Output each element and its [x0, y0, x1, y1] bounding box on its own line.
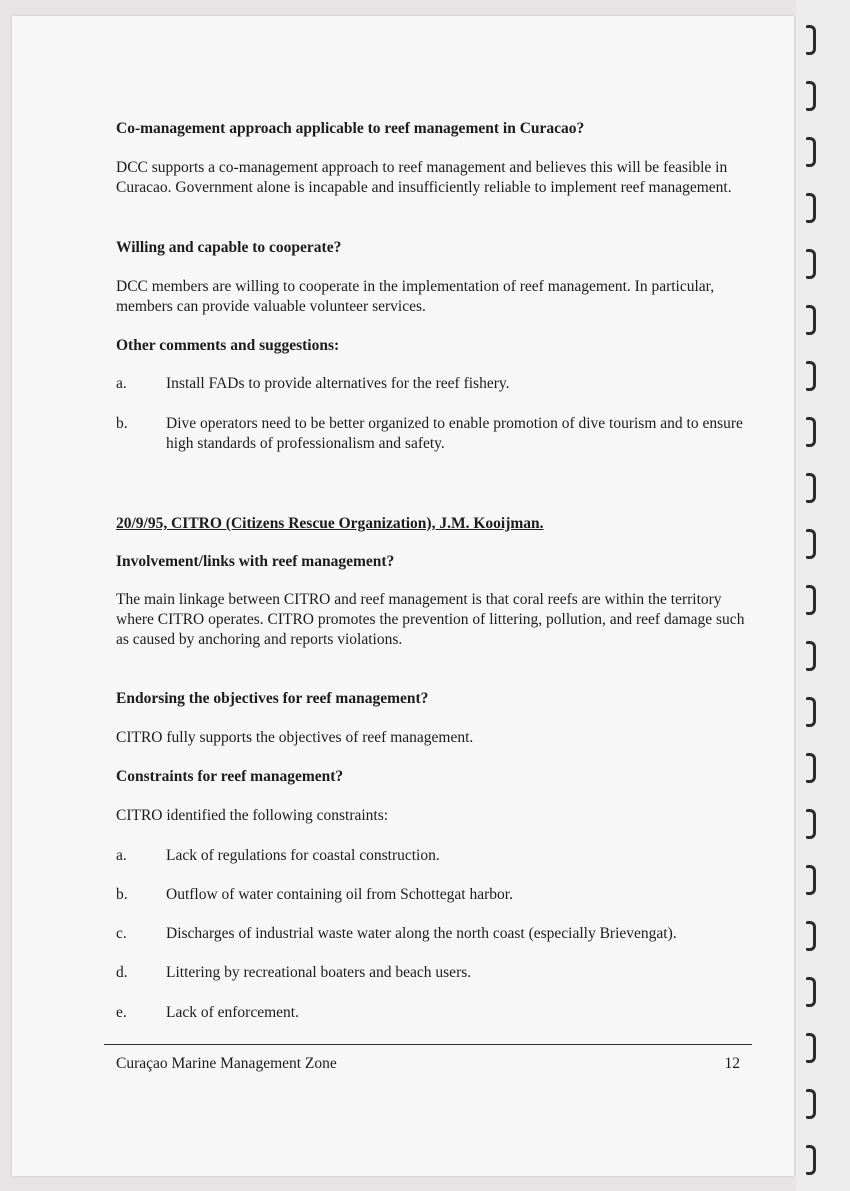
binding-ring: [806, 865, 816, 895]
footer-divider: [104, 1044, 752, 1045]
binding-ring: [806, 529, 816, 559]
list-item-label: b.: [116, 415, 128, 432]
heading-endorsing-objectives: Endorsing the objectives for reef management?: [116, 690, 429, 707]
list-item-label: a.: [116, 375, 127, 392]
list-item-text: Lack of regulations for coastal construction.: [166, 847, 440, 864]
list-item-label: d.: [116, 964, 128, 981]
list-item-label: a.: [116, 847, 127, 864]
list-item-text: Install FADs to provide alternatives for the reef fishery.: [166, 375, 510, 392]
list-item-label: b.: [116, 886, 128, 903]
paragraph-involvement: The main linkage between CITRO and reef management is that coral reefs are within the territory where CITRO operates. CITRO promotes the prevention of littering, pollution, and reef damage such as caused by anchoring and reports violations.: [116, 591, 745, 648]
binding-ring: [806, 921, 816, 951]
heading-involvement: Involvement/links with reef management?: [116, 553, 395, 570]
list-item-label: e.: [116, 1004, 127, 1021]
heading-willing-to-cooperate: Willing and capable to cooperate?: [116, 239, 342, 256]
heading-other-comments: Other comments and suggestions:: [116, 337, 340, 354]
binding-ring: [806, 1145, 816, 1175]
binding-ring: [806, 193, 816, 223]
binding-ring: [806, 753, 816, 783]
footer-title: Curaçao Marine Management Zone: [116, 1055, 337, 1072]
binding-ring: [806, 137, 816, 167]
binding-ring: [806, 1033, 816, 1063]
binding-ring: [806, 585, 816, 615]
binding-ring: [806, 25, 816, 55]
binding-ring: [806, 1089, 816, 1119]
list-item-text: Lack of enforcement.: [166, 1004, 299, 1021]
heading-co-management: Co-management approach applicable to reef management in Curacao?: [116, 120, 585, 137]
paragraph-co-management: DCC supports a co-management approach to reef management and believes this will be feasible in Curacao. Government alone is incapable and insufficiently reliable to implement reef management.: [116, 159, 732, 196]
binding-ring: [806, 809, 816, 839]
paragraph-constraints: CITRO identified the following constraints:: [116, 807, 389, 824]
paragraph-endorsing-objectives: CITRO fully supports the objectives of reef management.: [116, 729, 474, 746]
binding-ring: [806, 305, 816, 335]
binding-ring: [806, 473, 816, 503]
paragraph-willing-to-cooperate: DCC members are willing to cooperate in the implementation of reef management. In particular, members can provide valuable volunteer services.: [116, 278, 715, 315]
list-item-label: c.: [116, 925, 127, 942]
binding-ring: [806, 249, 816, 279]
binding-ring: [806, 81, 816, 111]
heading-constraints: Constraints for reef management?: [116, 768, 344, 785]
page-number: 12: [724, 1055, 740, 1072]
list-item-text: Discharges of industrial waste water along the north coast (especially Brievengat).: [166, 925, 677, 942]
binding-ring: [806, 697, 816, 727]
binding-ring: [806, 641, 816, 671]
binding-ring: [806, 977, 816, 1007]
list-item-text: Dive operators need to be better organized to enable promotion of dive tourism and to ensure high standards of professionalism and safety.: [166, 415, 743, 452]
list-item-text: Littering by recreational boaters and beach users.: [166, 964, 472, 981]
binding-ring: [806, 417, 816, 447]
spiral-binding: [796, 0, 850, 1191]
list-item-text: Outflow of water containing oil from Schottegat harbor.: [166, 886, 513, 903]
heading-citro-interview: 20/9/95, CITRO (Citizens Rescue Organization), J.M. Kooijman.: [116, 515, 544, 532]
binding-ring: [806, 361, 816, 391]
